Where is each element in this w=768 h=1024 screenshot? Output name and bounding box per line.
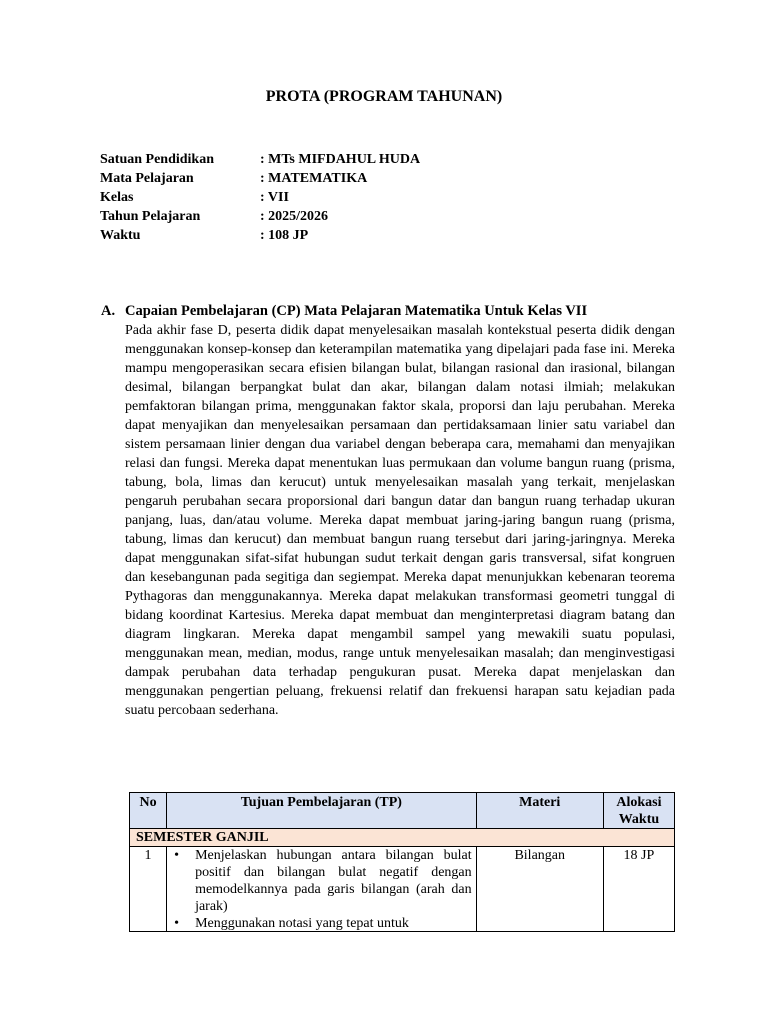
info-value: : MATEMATIKA	[260, 171, 368, 186]
table-row	[130, 847, 675, 932]
tp-text: Menjelaskan hubungan antara bilangan bulat positif dan bilangan bulat negatif dengan memodelkannya pada garis bilangan (arah dan jarak)	[195, 848, 472, 914]
info-value: : 2025/2026	[260, 209, 329, 224]
info-value: : MTs MIFDAHUL HUDA	[260, 152, 421, 167]
info-label: Kelas	[100, 190, 134, 205]
row-tp	[167, 847, 477, 932]
tp-table	[129, 792, 675, 932]
info-label: Mata Pelajaran	[100, 171, 194, 186]
info-row-kelas	[100, 188, 420, 207]
bullet-icon: •	[174, 916, 179, 931]
header-alokasi: Alokasi Waktu	[603, 793, 674, 829]
semester-row	[130, 829, 675, 847]
bullet-icon: •	[174, 848, 179, 863]
identity-block	[100, 150, 420, 245]
info-row-tahun	[100, 207, 420, 226]
table-header-row	[130, 793, 675, 829]
row-no: 1	[130, 847, 167, 932]
info-row-mapel	[100, 169, 420, 188]
list-item	[171, 915, 472, 931]
row-materi: Bilangan	[476, 847, 603, 932]
page-title: PROTA (PROGRAM TAHUNAN)	[265, 88, 503, 105]
header-no: No	[130, 793, 167, 829]
list-item	[171, 847, 472, 915]
info-row-waktu	[100, 226, 420, 245]
section-letter: A.	[101, 303, 116, 319]
info-label: Waktu	[100, 228, 141, 243]
info-value: : 108 JP	[260, 228, 309, 243]
tp-text: Menggunakan notasi yang tepat untuk	[195, 916, 409, 931]
header-tp: Tujuan Pembelajaran (TP)	[167, 793, 477, 829]
section-heading	[101, 302, 675, 321]
tp-list	[171, 847, 472, 931]
row-alokasi: 18 JP	[603, 847, 674, 932]
info-row-satuan	[100, 150, 420, 169]
section-capaian-pembelajaran	[101, 302, 675, 720]
header-materi: Materi	[476, 793, 603, 829]
section-heading-text: Capaian Pembelajaran (CP) Mata Pelajaran Matematika Untuk Kelas VII	[125, 303, 588, 319]
info-value: : VII	[260, 190, 289, 205]
info-label: Satuan Pendidikan	[100, 152, 214, 167]
info-label: Tahun Pelajaran	[100, 209, 201, 224]
semester-label: SEMESTER GANJIL	[130, 829, 675, 847]
cp-paragraph: Pada akhir fase D, peserta didik dapat menyelesaikan masalah kontekstual peserta didik dengan menggunakan konsep-konsep dan keterampilan matematika yang dipelajari pada fase ini. Mereka mampu mengoperasikan secara efisien bilangan bulat, bilangan rasional dan irasional, bilangan desimal, bilangan berpangkat bulat dan akar, bilangan dalam notasi ilmiah; melakukan pemfaktoran bilangan prima, menggunakan faktor skala, proporsi dan laju perubahan. Mereka dapat menyajikan dan menyelesaikan persamaan dan pertidaksamaan linier satu variabel dan sistem persamaan linier dengan dua variabel dengan beberapa cara, memahami dan menyajikan relasi dan fungsi. Mereka dapat menentukan luas permukaan dan volume bangun ruang (prisma, tabung, bola, limas dan kerucut) untuk menyelesaikan masalah yang terkait, menjelaskan pengaruh perubahan secara proporsional dari bangun datar dan bangun ruang terhadap ukuran panjang, luas, dan/atau volume. Mereka dapat membuat jaring-jaring bangun ruang (prisma, tabung, limas dan kerucut) dan membuat bangun ruang tersebut dari jaring-jaringnya. Mereka dapat menggunakan sifat-sifat hubungan sudut terkait dengan garis transversal, sifat kongruen dan kesebangunan pada segitiga dan segiempat. Mereka dapat menunjukkan kebenaran teorema Pythagoras dan menggunakannya. Mereka dapat melakukan transformasi geometri tunggal di bidang koordinat Kartesius. Mereka dapat membuat dan menginterpretasi diagram batang dan diagram lingkaran. Mereka dapat mengambil sampel yang mewakili suatu populasi, menggunakan mean, median, modus, range untuk menyelesaikan masalah; dan menginvestigasi dampak perubahan data terhadap pengukuran pusat. Mereka dapat menjelaskan dan menggunakan pengertian peluang, frekuensi relatif dan frekuensi harapan satu kejadian pada suatu percobaan sederhana.	[125, 323, 675, 718]
